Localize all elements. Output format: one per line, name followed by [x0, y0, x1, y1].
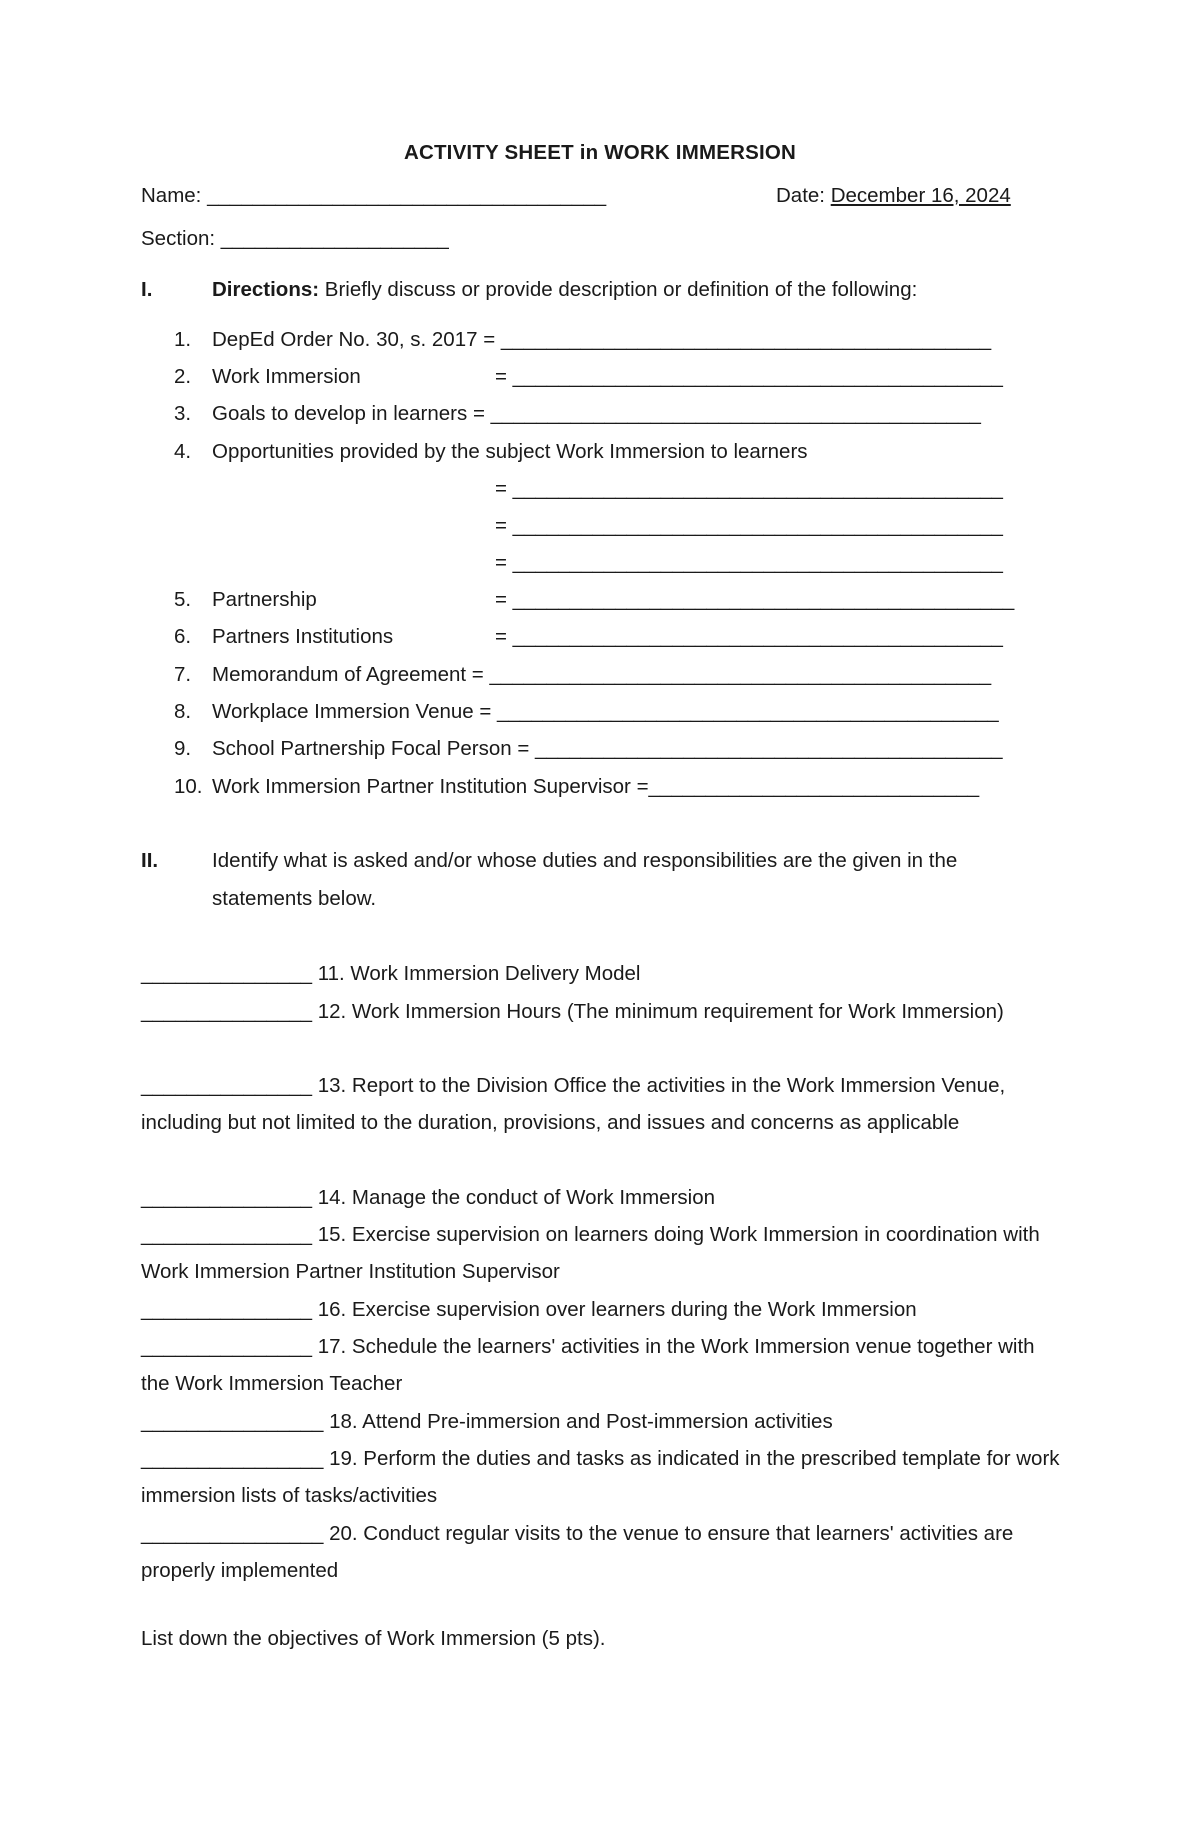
section-line: [141, 227, 449, 251]
date-line: [776, 184, 1011, 208]
item-6-answer-line: = ___________________________________________: [495, 625, 1003, 648]
item-8-number: 8.: [174, 700, 192, 723]
date-label: Date:: [776, 184, 831, 207]
item-17: _______________ 17. Schedule the learners' activities in the Work Immersion venue together with the Work Immersion Teacher: [141, 1335, 1035, 1396]
item-19: ________________ 19. Perform the duties and tasks as indicated in the prescribed template for work immersion lists of tasks/activities: [141, 1447, 1060, 1508]
item-12: _______________ 12. Work Immersion Hours (The minimum requirement for Work Immersion): [141, 1000, 1004, 1023]
item-9-text: School Partnership Focal Person = _________________________________________: [212, 737, 1003, 760]
part2-numeral: II.: [141, 849, 159, 872]
item-18: ________________ 18. Attend Pre-immersion and Post-immersion activities: [141, 1410, 833, 1433]
item-14: _______________ 14. Manage the conduct of Work Immersion: [141, 1186, 715, 1209]
item-1-number: 1.: [174, 328, 192, 351]
name-line: [141, 184, 606, 208]
item-6-number: 6.: [174, 625, 192, 648]
item-8-text: Workplace Immersion Venue = ____________________________________________: [212, 700, 999, 723]
item-2-label: Work Immersion: [212, 365, 361, 388]
section-blank: ____________________: [220, 227, 449, 250]
item-10-text: Work Immersion Partner Institution Supervisor =_____________________________: [212, 775, 980, 798]
part2-instructions-line2: statements below.: [212, 887, 377, 910]
item-4-number: 4.: [174, 440, 192, 463]
item-9-number: 9.: [174, 737, 192, 760]
directions-text: Briefly discuss or provide description or definition of the following:: [319, 278, 918, 301]
item-4-answer-line-3: = ___________________________________________: [495, 551, 1003, 574]
objectives-prompt: List down the objectives of Work Immersion (5 pts).: [141, 1627, 606, 1650]
item-4-label: Opportunities provided by the subject Work Immersion to learners: [212, 440, 808, 463]
item-1-text: DepEd Order No. 30, s. 2017 = ___________________________________________: [212, 328, 992, 351]
item-15: _______________ 15. Exercise supervision on learners doing Work Immersion in coordination with Work Immersion Partner Institution Supervisor: [141, 1223, 1040, 1284]
directions-label: Directions:: [212, 278, 320, 301]
item-4-answer-line-1: = ___________________________________________: [495, 477, 1003, 500]
item-7-text: Memorandum of Agreement = ____________________________________________: [212, 663, 992, 686]
item-11: _______________ 11. Work Immersion Delivery Model: [141, 962, 641, 985]
item-6-label: Partners Institutions: [212, 625, 394, 648]
item-16: _______________ 16. Exercise supervision over learners during the Work Immersion: [141, 1298, 917, 1321]
name-label: Name:: [141, 184, 208, 207]
part1-directions: [212, 278, 917, 302]
item-2-number: 2.: [174, 365, 192, 388]
document-title: ACTIVITY SHEET in WORK IMMERSION: [403, 141, 797, 164]
item-4-answer-line-2: = ___________________________________________: [495, 514, 1003, 537]
section-label: Section:: [141, 227, 221, 250]
item-5-label: Partnership: [212, 588, 317, 611]
name-blank: ___________________________________: [207, 184, 607, 207]
date-value: December 16, 2024: [830, 184, 1011, 207]
item-2-answer-line: = ___________________________________________: [495, 365, 1003, 388]
item-20: ________________ 20. Conduct regular visits to the venue to ensure that learners' activities are properly implemented: [141, 1522, 1014, 1583]
part2-instructions-line1: Identify what is asked and/or whose duties and responsibilities are the given in the: [212, 849, 958, 872]
item-5-number: 5.: [174, 588, 192, 611]
item-3-number: 3.: [174, 402, 192, 425]
part1-numeral: I.: [141, 278, 153, 301]
item-5-answer-line: = ____________________________________________: [495, 588, 1015, 611]
item-10-number: 10.: [174, 775, 203, 798]
item-13: _______________ 13. Report to the Division Office the activities in the Work Immersion Venue, including but not limited to the duration, provisions, and issues and concerns as applicable: [141, 1074, 1006, 1135]
item-7-number: 7.: [174, 663, 192, 686]
item-3-text: Goals to develop in learners = ___________________________________________: [212, 402, 981, 425]
